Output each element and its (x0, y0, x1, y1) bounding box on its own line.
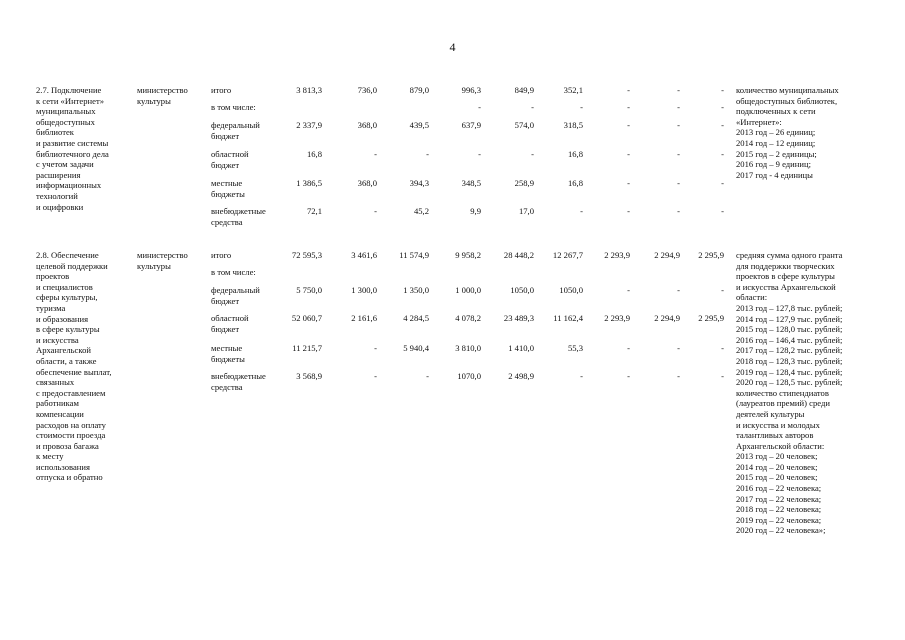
source-label: итого (211, 85, 232, 95)
value-cell: - (531, 149, 534, 159)
value-cell: 849,9 (514, 85, 534, 95)
value-cell: - (426, 371, 429, 381)
source-label: итого (211, 250, 232, 260)
value-cell: - (478, 149, 481, 159)
value-cell: 3 568,9 (296, 371, 322, 381)
value-cell: 2 295,9 (698, 313, 724, 323)
value-cell: 368,0 (357, 178, 377, 188)
value-cell: - (677, 206, 680, 216)
source-label: в том числе: (211, 267, 256, 277)
value-cell: 1050,0 (559, 285, 583, 295)
value-cell: 1070,0 (457, 371, 481, 381)
value-cell: - (677, 149, 680, 159)
value-cell: - (721, 343, 724, 353)
value-cell: 1 386,5 (296, 178, 322, 188)
description-2-8: 2.8. Обеспечение целевой поддержки проектов и специалистов сферы культуры, туризма и образования в сфере культуры и искусства Архангельской области, а также обеспечение выплат, связанных с предоставлением работникам компенсации расходов на оплату стоимости проезда и провоза багажа к месту использования отпуска и обратно (36, 250, 112, 483)
value-cell: 1 000,0 (455, 285, 481, 295)
value-cell: 2 294,9 (654, 313, 680, 323)
source-label: областной бюджет (211, 149, 249, 170)
executor-2-8: министерство культуры (137, 250, 188, 271)
value-cell: - (627, 206, 630, 216)
source-label: местные бюджеты (211, 343, 245, 364)
source-label: в том числе: (211, 102, 256, 112)
value-cell: - (374, 343, 377, 353)
value-cell: 4 078,2 (455, 313, 481, 323)
source-label: федеральный бюджет (211, 120, 260, 141)
value-cell: - (721, 149, 724, 159)
value-cell: 9 958,2 (455, 250, 481, 260)
result-2-8: средняя сумма одного гранта для поддержки творческих проектов в сфере культуры и искусства Архангельской области: 2013 год – 127,8 тыс. рублей; 2014 год – 127,9 тыс. рублей; 2015 год – 128,0 тыс. рублей; 2016 год – 146,4 тыс. рублей; 2017 год – 128,2 тыс. рублей; 2018 год – 128,3 тыс. рублей; 2019 год – 128,4 тыс. рублей; 2020 год – 128,5 тыс. рублей; количество стипендиатов (лауреатов премий) среди деятелей культуры и искусства и молодых талантливых авторов Архангельской области: 2013 год – 20 человек; 2014 год – 20 человек; 2015 год – 20 человек; 2016 год – 22 человека; 2017 год – 22 человека; 2018 год – 22 человека; 2019 год – 22 человека; 2020 год – 22 человека»; (736, 250, 843, 536)
value-cell: 2 161,6 (351, 313, 377, 323)
value-cell: - (627, 120, 630, 130)
value-cell: - (721, 285, 724, 295)
value-cell: - (580, 206, 583, 216)
value-cell: 45,2 (413, 206, 429, 216)
value-cell: 352,1 (563, 85, 583, 95)
value-cell: 55,3 (567, 343, 583, 353)
value-cell: 439,5 (409, 120, 429, 130)
value-cell: 574,0 (514, 120, 534, 130)
value-cell: 318,5 (563, 120, 583, 130)
source-label: федеральный бюджет (211, 285, 260, 306)
value-cell: - (374, 206, 377, 216)
value-cell: - (627, 343, 630, 353)
executor-2-7: министерство культуры (137, 85, 188, 106)
value-cell: - (677, 285, 680, 295)
source-label: областной бюджет (211, 313, 249, 334)
value-cell: 2 295,9 (698, 250, 724, 260)
value-cell: 28 448,2 (503, 250, 534, 260)
value-cell: 637,9 (461, 120, 481, 130)
value-cell: 1 300,0 (351, 285, 377, 295)
value-cell: 1 410,0 (508, 343, 534, 353)
value-cell: - (677, 178, 680, 188)
value-cell: - (627, 285, 630, 295)
value-cell: 2 337,9 (296, 120, 322, 130)
value-cell: - (580, 102, 583, 112)
value-cell: 72 595,3 (291, 250, 322, 260)
value-cell: 3 810,0 (455, 343, 481, 353)
source-label: внебюджетные средства (211, 206, 266, 227)
value-cell: 52 060,7 (291, 313, 322, 323)
value-cell: - (580, 371, 583, 381)
value-cell: - (426, 149, 429, 159)
value-cell: - (627, 85, 630, 95)
value-cell: 3 461,6 (351, 250, 377, 260)
value-cell: 17,0 (518, 206, 534, 216)
value-cell: - (478, 102, 481, 112)
value-cell: 1 350,0 (403, 285, 429, 295)
value-cell: 2 293,9 (604, 313, 630, 323)
value-cell: 16,8 (567, 178, 583, 188)
value-cell: - (677, 120, 680, 130)
value-cell: - (374, 371, 377, 381)
value-cell: - (374, 149, 377, 159)
value-cell: 11 574,9 (399, 250, 429, 260)
page-number: 4 (449, 40, 456, 54)
value-cell: - (677, 102, 680, 112)
value-cell: 4 284,5 (403, 313, 429, 323)
value-cell: 2 294,9 (654, 250, 680, 260)
value-cell: 11 215,7 (292, 343, 322, 353)
value-cell: 258,9 (514, 178, 534, 188)
value-cell: 1050,0 (510, 285, 534, 295)
value-cell: 11 162,4 (553, 313, 583, 323)
source-label: местные бюджеты (211, 178, 245, 199)
value-cell: 736,0 (357, 85, 377, 95)
value-cell: - (721, 178, 724, 188)
value-cell: 3 813,3 (296, 85, 322, 95)
value-cell: - (721, 120, 724, 130)
value-cell: - (721, 371, 724, 381)
value-cell: - (627, 149, 630, 159)
value-cell: 2 293,9 (604, 250, 630, 260)
value-cell: 23 489,3 (503, 313, 534, 323)
value-cell: 2 498,9 (508, 371, 534, 381)
value-cell: 72,1 (306, 206, 322, 216)
value-cell: - (721, 206, 724, 216)
value-cell: 348,5 (461, 178, 481, 188)
value-cell: - (677, 85, 680, 95)
value-cell: 879,0 (409, 85, 429, 95)
value-cell: - (627, 371, 630, 381)
value-cell: - (531, 102, 534, 112)
value-cell: - (721, 85, 724, 95)
value-cell: 9,9 (470, 206, 481, 216)
value-cell: 394,3 (409, 178, 429, 188)
value-cell: 5 940,4 (403, 343, 429, 353)
value-cell: - (677, 371, 680, 381)
value-cell: 368,0 (357, 120, 377, 130)
value-cell: 5 750,0 (296, 285, 322, 295)
value-cell: - (627, 102, 630, 112)
value-cell: - (721, 102, 724, 112)
source-label: внебюджетные средства (211, 371, 266, 392)
description-2-7: 2.7. Подключение к сети «Интернет» муниципальных общедоступных библиотек и развитие системы библиотечного дела с учетом задачи расширения информационных технологий и оцифровки (36, 85, 109, 212)
value-cell: - (677, 343, 680, 353)
result-2-7: количество муниципальных общедоступных библиотек, подключенных к сети «Интернет»: 2013 год – 26 единиц; 2014 год – 12 единиц; 2015 год – 2 единицы; 2016 год – 9 единиц; 2017 год - 4 единицы (736, 85, 839, 180)
value-cell: 996,3 (461, 85, 481, 95)
value-cell: 16,8 (306, 149, 322, 159)
value-cell: 16,8 (567, 149, 583, 159)
value-cell: 12 267,7 (552, 250, 583, 260)
value-cell: - (627, 178, 630, 188)
